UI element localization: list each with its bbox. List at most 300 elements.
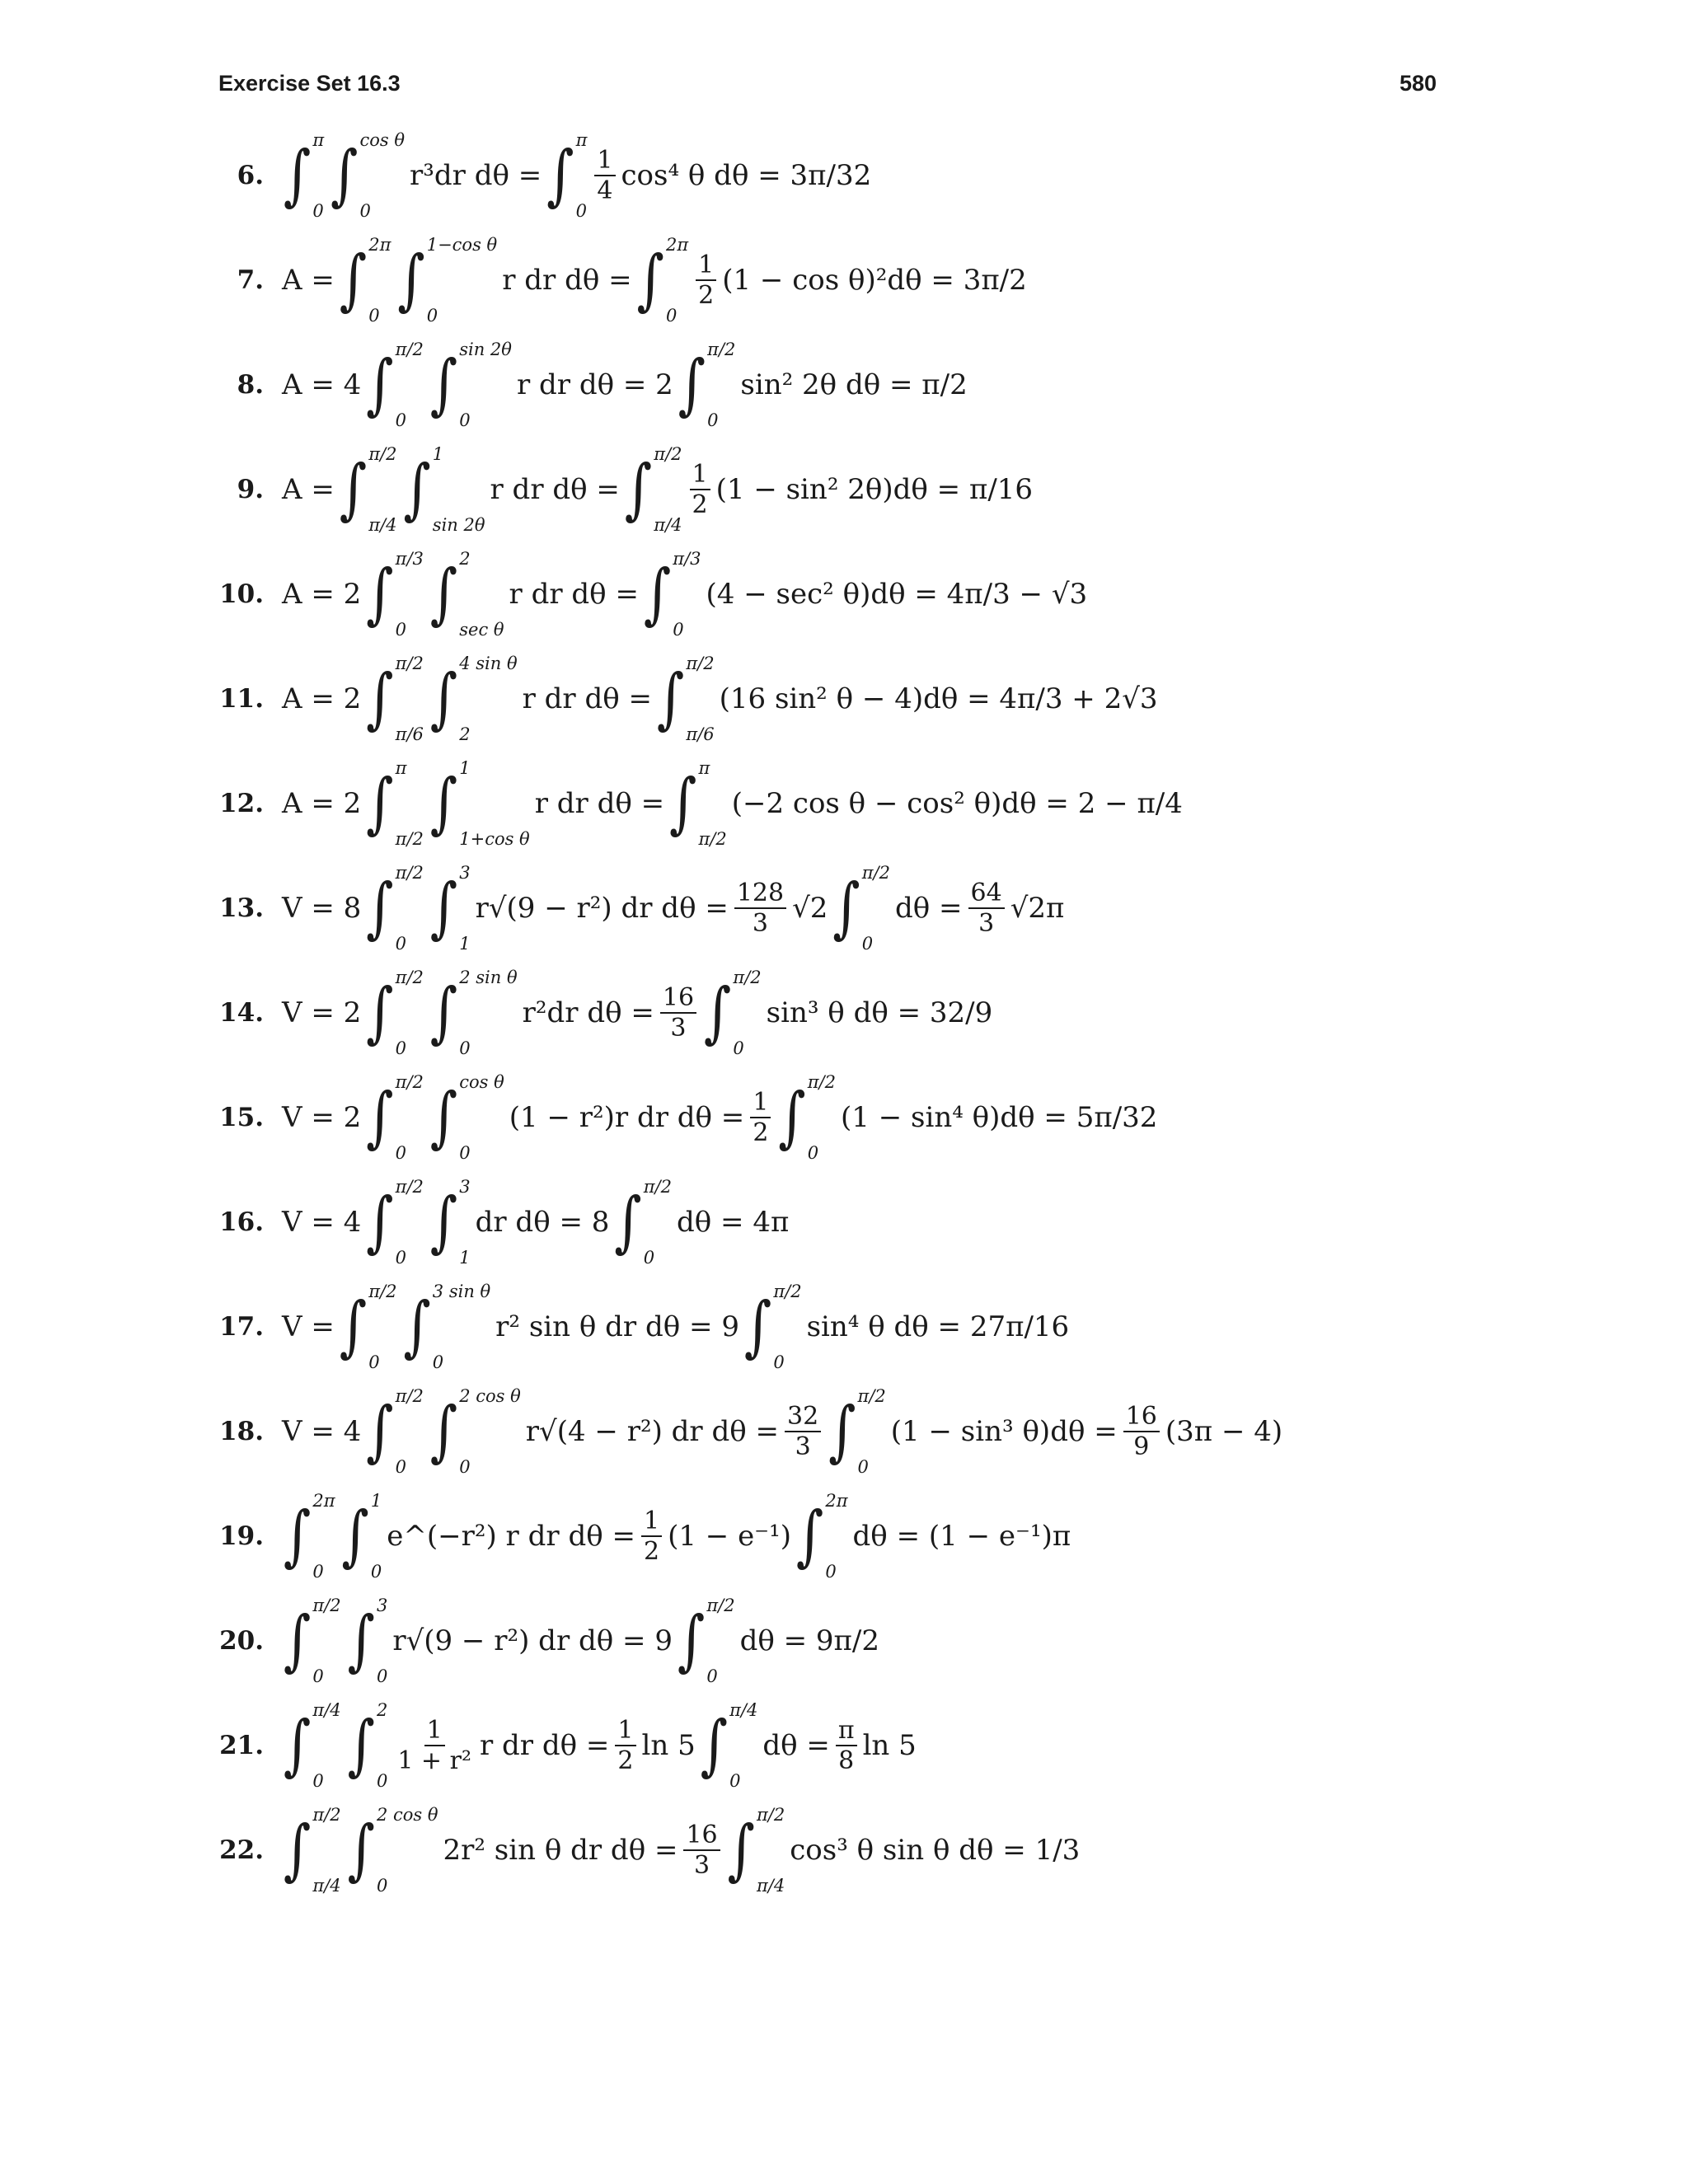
math-text: A = 2 — [282, 787, 362, 820]
integral — [340, 444, 397, 535]
exercise-row — [214, 1700, 1500, 1791]
fraction — [660, 982, 696, 1043]
lower-limit: 0 — [368, 306, 380, 326]
upper-limit: π/2 — [368, 1282, 397, 1301]
integral — [366, 340, 424, 430]
math-text: A = — [282, 264, 335, 297]
integral-sign-icon: ∫ — [727, 1811, 755, 1889]
upper-limit: 2 — [459, 549, 471, 569]
exercise-number: 22. — [219, 1835, 264, 1865]
upper-limit: cos θ — [459, 1072, 504, 1092]
exercise-equation — [280, 654, 1160, 744]
integral-limits — [698, 758, 726, 849]
integral-limits — [459, 758, 529, 849]
upper-limit: 3 — [459, 863, 471, 883]
lower-limit: 0 — [575, 201, 587, 221]
lower-limit: 0 — [707, 410, 719, 430]
integral-limits — [396, 1386, 424, 1477]
lower-limit: 0 — [459, 410, 471, 430]
math-text: ln 5 — [641, 1729, 696, 1762]
lower-limit: 0 — [312, 201, 324, 221]
integral-limits — [396, 340, 424, 430]
upper-limit: π/2 — [707, 340, 736, 359]
integral — [342, 1491, 382, 1582]
integral-limits — [377, 1805, 438, 1896]
integral-sign-icon: ∫ — [284, 1811, 312, 1889]
numerator: 16 — [1123, 1404, 1160, 1433]
integral-limits — [396, 1072, 424, 1163]
exercise-equation — [280, 235, 1029, 326]
upper-limit: 1−cos θ — [426, 235, 498, 255]
upper-limit: π/2 — [395, 968, 424, 987]
upper-limit: π/2 — [654, 444, 682, 464]
integral — [637, 235, 689, 326]
upper-limit: π/2 — [643, 1177, 672, 1197]
math-text: (−2 cos θ − cos² θ)dθ = 2 − π/4 — [731, 787, 1183, 820]
integral — [284, 1700, 341, 1791]
integral-sign-icon: ∫ — [366, 765, 394, 842]
math-text: A = 4 — [282, 368, 362, 401]
lower-limit: 0 — [376, 1771, 388, 1791]
integral-limits — [686, 654, 714, 744]
math-text: V = 2 — [282, 996, 362, 1029]
integral-limits — [312, 1700, 340, 1791]
upper-limit: π/2 — [857, 1386, 886, 1406]
math-text: e^(−r²) r dr dθ = — [387, 1520, 635, 1553]
math-text: V = 8 — [282, 892, 362, 925]
exercise-number: 18. — [219, 1417, 264, 1446]
integral — [284, 1491, 335, 1582]
denominator: 2 — [643, 1537, 660, 1566]
math-text: V = 2 — [282, 1101, 362, 1134]
exercise-row — [214, 444, 1500, 535]
integral — [704, 968, 762, 1058]
lower-limit: 0 — [376, 1876, 388, 1896]
integral-limits — [654, 444, 682, 535]
lower-limit: sec θ — [459, 620, 504, 640]
math-text: sin⁴ θ dθ = 27π/16 — [806, 1310, 1070, 1343]
integral — [366, 758, 424, 849]
integral — [366, 1177, 424, 1268]
integral — [430, 549, 504, 640]
integral-sign-icon: ∫ — [429, 765, 458, 842]
integral — [644, 549, 701, 640]
lower-limit: 0 — [395, 1143, 407, 1163]
integral-sign-icon: ∫ — [624, 451, 653, 528]
exercise-equation — [280, 130, 873, 221]
lower-limit: sin 2θ — [432, 515, 485, 535]
integral-sign-icon: ∫ — [339, 451, 368, 528]
integral-limits — [312, 1596, 340, 1686]
upper-limit: π/2 — [368, 444, 397, 464]
lower-limit: 0 — [395, 1248, 407, 1268]
integral-limits — [729, 1700, 757, 1791]
upper-limit: π/3 — [673, 549, 701, 569]
lower-limit: 1 — [459, 934, 471, 954]
integral-sign-icon: ∫ — [366, 346, 394, 424]
integral-limits — [433, 1282, 490, 1372]
upper-limit: π/2 — [395, 1177, 424, 1197]
integral-sign-icon: ∫ — [678, 346, 706, 424]
numerator: 64 — [968, 880, 1005, 910]
denominator: 3 — [795, 1432, 811, 1461]
numerator: π — [836, 1718, 857, 1747]
exercise-equation — [280, 340, 969, 430]
denominator: 3 — [752, 909, 769, 938]
exercise-equation — [280, 1177, 790, 1268]
upper-limit: π/4 — [312, 1700, 341, 1720]
integral-sign-icon: ∫ — [614, 1183, 642, 1261]
upper-limit: π/2 — [861, 863, 890, 883]
upper-limit: 1 — [432, 444, 444, 464]
lower-limit: 0 — [370, 1562, 382, 1582]
integral — [366, 1072, 424, 1163]
math-text: r dr dθ = — [502, 264, 632, 297]
math-text: V = 4 — [282, 1415, 362, 1448]
numerator: 1 — [641, 1508, 662, 1538]
math-text: r² sin θ dr dθ = 9 — [495, 1310, 739, 1343]
math-text: (1 − sin⁴ θ)dθ = 5π/32 — [841, 1101, 1158, 1134]
lower-limit: 0 — [395, 620, 407, 640]
exercise-number: 17. — [219, 1312, 264, 1342]
integral-sign-icon: ∫ — [284, 1707, 312, 1784]
integral-sign-icon: ∫ — [429, 869, 458, 947]
header-section-title: Exercise Set 16.3 — [218, 71, 401, 96]
denominator: 2 — [753, 1118, 769, 1147]
lower-limit: 0 — [459, 1143, 471, 1163]
denominator: 3 — [978, 909, 995, 938]
upper-limit: sin 2θ — [459, 340, 512, 359]
lower-limit: 1 — [459, 1248, 471, 1268]
math-text: dθ = (1 − e⁻¹)π — [852, 1520, 1071, 1553]
fraction — [750, 1087, 771, 1147]
exercise-number: 16. — [219, 1207, 264, 1237]
denominator: 3 — [694, 1851, 710, 1880]
integral — [728, 1805, 785, 1896]
exercise-row — [214, 1491, 1500, 1582]
integral-limits — [576, 130, 588, 221]
exercise-equation — [280, 549, 1089, 640]
lower-limit: 0 — [312, 1666, 324, 1686]
integral-sign-icon: ∫ — [366, 1183, 394, 1261]
math-text: A = — [282, 473, 335, 506]
exercise-row — [214, 758, 1500, 849]
math-text: r dr dθ = — [490, 473, 620, 506]
integral-sign-icon: ∫ — [677, 1602, 706, 1680]
math-text: r dr dθ = — [522, 682, 653, 715]
lower-limit: π/2 — [395, 829, 424, 849]
lower-limit: π/4 — [654, 515, 682, 535]
integral — [430, 1072, 504, 1163]
integral-limits — [644, 1177, 672, 1268]
upper-limit: π/2 — [733, 968, 762, 987]
integral-sign-icon: ∫ — [284, 1602, 312, 1680]
integral-sign-icon: ∫ — [366, 660, 394, 738]
upper-limit: π/2 — [395, 1072, 424, 1092]
math-text: r dr dθ = — [479, 1729, 610, 1762]
upper-limit: 2 sin θ — [459, 968, 518, 987]
math-text: V = 4 — [282, 1206, 362, 1239]
fraction — [1123, 1401, 1160, 1461]
integral-limits — [773, 1282, 801, 1372]
integral-limits — [706, 1596, 734, 1686]
lower-limit: 0 — [825, 1562, 837, 1582]
math-text: cos⁴ θ dθ = 3π/32 — [621, 159, 872, 192]
integral — [348, 1700, 388, 1791]
math-text: (16 sin² θ − 4)dθ = 4π/3 + 2√3 — [719, 682, 1158, 715]
math-text: cos³ θ sin θ dθ = 1/3 — [790, 1834, 1081, 1867]
lower-limit: 0 — [857, 1457, 869, 1477]
integral-limits — [396, 758, 424, 849]
integral — [625, 444, 682, 535]
lower-limit: 0 — [312, 1562, 324, 1582]
integral — [778, 1072, 836, 1163]
lower-limit: π/6 — [686, 724, 715, 744]
math-text: r√(9 − r²) dr dθ = 9 — [392, 1624, 673, 1657]
upper-limit: π/3 — [395, 549, 424, 569]
math-text: √2π — [1010, 892, 1065, 925]
fraction — [594, 145, 615, 205]
integral — [546, 130, 587, 221]
lower-limit: 0 — [395, 410, 407, 430]
integral-sign-icon: ∫ — [743, 1288, 772, 1366]
math-text: (1 − e⁻¹) — [668, 1520, 792, 1553]
math-text: r√(9 − r²) dr dθ = — [475, 892, 729, 925]
integral-limits — [459, 1177, 470, 1268]
integral-sign-icon: ∫ — [429, 1393, 458, 1470]
lower-limit: 0 — [395, 1038, 407, 1058]
upper-limit: 3 — [376, 1596, 388, 1615]
lower-limit: π/4 — [757, 1876, 785, 1896]
integral-sign-icon: ∫ — [796, 1497, 824, 1575]
exercise-equation — [280, 1700, 918, 1791]
upper-limit: 2π — [665, 235, 689, 255]
math-text: r³dr dθ = — [410, 159, 542, 192]
integral — [366, 654, 424, 744]
integral — [397, 235, 497, 326]
exercise-equation — [280, 863, 1066, 954]
integral-limits — [825, 1491, 847, 1582]
lower-limit: 0 — [807, 1143, 819, 1163]
integral — [744, 1282, 802, 1372]
exercise-equation — [280, 444, 1034, 535]
lower-limit: π/2 — [698, 829, 727, 849]
integral — [430, 968, 518, 1058]
integral-sign-icon: ∫ — [366, 555, 394, 633]
lower-limit: 0 — [733, 1038, 744, 1058]
upper-limit: 3 — [459, 1177, 471, 1197]
integral-sign-icon: ∫ — [397, 241, 425, 319]
exercise-equation — [280, 1072, 1159, 1163]
integral-limits — [858, 1386, 886, 1477]
lower-limit: 1+cos θ — [459, 829, 530, 849]
integral-sign-icon: ∫ — [331, 137, 359, 214]
integral-limits — [427, 235, 497, 326]
numerator: 16 — [683, 1822, 720, 1852]
integral-limits — [459, 1386, 521, 1477]
math-text: 2r² sin θ dr dθ = — [443, 1834, 678, 1867]
integral-limits — [368, 1282, 396, 1372]
fraction — [641, 1508, 662, 1565]
exercise-equation — [280, 1491, 1072, 1582]
integral-sign-icon: ∫ — [403, 1288, 431, 1366]
denominator: 2 — [617, 1746, 634, 1775]
exercise-number: 20. — [219, 1626, 264, 1656]
lower-limit: 0 — [395, 1457, 407, 1477]
exercise-number: 21. — [219, 1731, 264, 1760]
exercise-row — [214, 1386, 1500, 1477]
integral-limits — [368, 444, 396, 535]
upper-limit: π/2 — [773, 1282, 802, 1301]
upper-limit: 1 — [459, 758, 471, 778]
lower-limit: π/4 — [312, 1876, 341, 1896]
upper-limit: π — [575, 130, 588, 150]
integral-sign-icon: ∫ — [284, 1497, 312, 1575]
integral-limits — [862, 863, 890, 954]
header-page-number: 580 — [1399, 71, 1437, 96]
integral — [366, 1386, 424, 1477]
integral — [828, 1386, 886, 1477]
integral-sign-icon: ∫ — [429, 346, 458, 424]
integral — [284, 1596, 341, 1686]
fraction — [615, 1715, 635, 1775]
fraction — [785, 1401, 821, 1461]
integral — [348, 1596, 388, 1686]
math-text: ln 5 — [862, 1729, 917, 1762]
integral — [678, 340, 736, 430]
exercise-row — [214, 130, 1500, 221]
lower-limit: 0 — [729, 1771, 741, 1791]
upper-limit: π — [312, 130, 325, 150]
integral-limits — [396, 863, 424, 954]
integral-limits — [666, 235, 688, 326]
integral-sign-icon: ∫ — [429, 1183, 458, 1261]
exercise-number: 6. — [237, 161, 264, 190]
math-text: sin² 2θ dθ = π/2 — [740, 368, 968, 401]
denominator: 2 — [692, 490, 708, 519]
exercise-row — [214, 1072, 1500, 1163]
upper-limit: π/2 — [706, 1596, 735, 1615]
integral-sign-icon: ∫ — [347, 1811, 375, 1889]
integral — [430, 1177, 471, 1268]
integral-limits — [459, 863, 470, 954]
lower-limit: 2 — [459, 724, 471, 744]
upper-limit: π/2 — [395, 654, 424, 673]
exercise-equation — [280, 968, 994, 1058]
integral-limits — [433, 444, 485, 535]
math-text: √2 — [792, 892, 828, 925]
fraction — [968, 880, 1005, 937]
integral-sign-icon: ∫ — [366, 1079, 394, 1156]
upper-limit: 2 — [376, 1700, 388, 1720]
integral-sign-icon: ∫ — [403, 451, 431, 528]
integral-sign-icon: ∫ — [341, 1497, 369, 1575]
integral — [284, 130, 324, 221]
upper-limit: 2 cos θ — [459, 1386, 521, 1406]
integral-limits — [312, 130, 324, 221]
exercise-number: 8. — [237, 370, 264, 400]
math-text: dθ = — [895, 892, 963, 925]
numerator: 1 — [424, 1718, 445, 1747]
numerator: 1 — [696, 252, 716, 282]
integral-sign-icon: ∫ — [429, 660, 458, 738]
integral-sign-icon: ∫ — [700, 1707, 729, 1784]
upper-limit: π/2 — [807, 1072, 836, 1092]
integral-sign-icon: ∫ — [429, 1079, 458, 1156]
integral — [701, 1700, 758, 1791]
denominator: 8 — [838, 1746, 855, 1775]
numerator: 16 — [660, 985, 696, 1015]
upper-limit: 2π — [825, 1491, 848, 1511]
integral — [366, 968, 424, 1058]
math-text: V = — [282, 1310, 335, 1343]
integral — [366, 863, 424, 954]
fraction — [683, 1822, 720, 1879]
exercise-equation — [280, 758, 1184, 849]
upper-limit: 2π — [312, 1491, 335, 1511]
integral-limits — [396, 549, 424, 640]
exercise-number: 12. — [219, 789, 264, 818]
denominator: 4 — [597, 176, 613, 205]
integral-limits — [459, 968, 517, 1058]
integral — [340, 1282, 397, 1372]
integral — [430, 654, 518, 744]
integral-limits — [377, 1700, 387, 1791]
exercise-number: 19. — [219, 1521, 264, 1551]
integral-limits — [312, 1491, 335, 1582]
math-text: r dr dθ = — [534, 787, 665, 820]
exercise-row — [214, 863, 1500, 954]
lower-limit: π/4 — [368, 515, 397, 535]
integral — [669, 758, 727, 849]
denominator: 2 — [698, 281, 715, 310]
exercise-row — [214, 1805, 1500, 1896]
exercise-equation — [280, 1386, 1284, 1477]
math-text: (1 − cos θ)²dθ = 3π/2 — [722, 264, 1027, 297]
lower-limit: 0 — [312, 1771, 324, 1791]
integral-limits — [396, 654, 424, 744]
integral — [678, 1596, 735, 1686]
integral-sign-icon: ∫ — [429, 974, 458, 1052]
integral-limits — [459, 1072, 504, 1163]
math-text: r√(4 − r²) dr dθ = — [525, 1415, 780, 1448]
integral — [430, 1386, 521, 1477]
integral-sign-icon: ∫ — [828, 1393, 856, 1470]
integral-limits — [360, 130, 406, 221]
integral-sign-icon: ∫ — [669, 765, 697, 842]
integral-limits — [396, 1177, 424, 1268]
exercise-row — [214, 654, 1500, 744]
integral-limits — [368, 235, 391, 326]
lower-limit: 0 — [673, 620, 684, 640]
exercise-equation — [280, 1282, 1071, 1372]
math-text: (1 − r²)r dr dθ = — [509, 1101, 745, 1134]
math-text: dr dθ = 8 — [475, 1206, 610, 1239]
lower-limit: 0 — [426, 306, 438, 326]
numerator: 1 — [750, 1090, 771, 1119]
integral — [348, 1805, 438, 1896]
math-text: A = 2 — [282, 682, 362, 715]
integral-sign-icon: ∫ — [832, 869, 860, 947]
integral-limits — [312, 1805, 340, 1896]
lower-limit: 0 — [432, 1352, 444, 1372]
upper-limit: cos θ — [359, 130, 405, 150]
lower-limit: 0 — [706, 1666, 718, 1686]
upper-limit: π/2 — [395, 1386, 424, 1406]
integral-sign-icon: ∫ — [778, 1079, 806, 1156]
math-text: dθ = — [762, 1729, 830, 1762]
exercise-number: 9. — [237, 475, 264, 504]
